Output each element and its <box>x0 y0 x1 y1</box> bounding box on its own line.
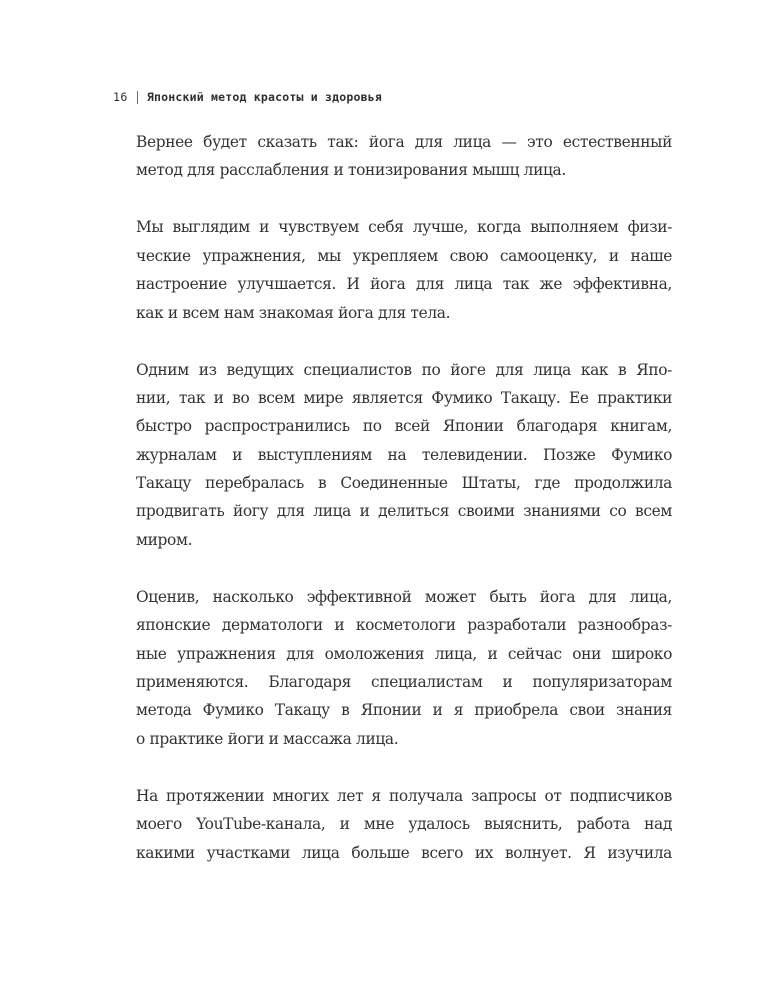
paragraph-4 <box>136 583 672 753</box>
text-line: продвигать йогу для лица и делиться своими знаниями со всем <box>136 502 672 521</box>
text-line: миром. <box>136 530 193 549</box>
text-line: японские дерматологи и косметологи разработали разнообраз- <box>136 616 672 635</box>
text-line: быстро распространились по всей Японии благодаря книгам, <box>136 417 672 436</box>
text-line: моего YouTube-канала, и мне удалось выяснить, работа над <box>136 815 672 834</box>
text-line: Мы выглядим и чувствуем себя лучше, когда выполняем физи- <box>136 218 672 237</box>
text-line: ные упражнения для омоложения лица, и сейчас они широко <box>136 644 672 663</box>
body-text <box>136 128 672 896</box>
book-title: Японский метод красоты и здоровья <box>146 90 382 104</box>
text-line: настроение улучшается. И йога для лица так же эффективна, <box>136 275 672 294</box>
paragraph-3 <box>136 356 672 555</box>
text-line: Такацу перебралась в Соединенные Штаты, где продолжила <box>136 474 672 493</box>
text-line: о практике йоги и массажа лица. <box>136 729 399 748</box>
running-head <box>113 89 382 105</box>
text-line: Оценив, насколько эффективной может быть йога для лица, <box>136 587 672 606</box>
text-line: ческие упражнения, мы укрепляем свою самооценку, и наше <box>136 246 672 265</box>
text-line: Одним из ведущих специалистов по йоге для лица как в Япо- <box>136 360 672 379</box>
paragraph-5 <box>136 782 672 867</box>
text-line: метод для расслабления и тонизирования мышц лица. <box>136 161 566 180</box>
paragraph-1 <box>136 128 672 185</box>
text-line: журналам и выступлениям на телевидении. Позже Фумико <box>136 445 672 464</box>
paragraph-2 <box>136 213 672 327</box>
text-line: На протяжении многих лет я получала запросы от подписчиков <box>136 786 672 805</box>
text-line: Вернее будет сказать так: йога для лица — это естественный <box>136 133 672 151</box>
text-line: применяются. Благодаря специалистам и популяризаторам <box>136 673 672 692</box>
header-divider <box>137 91 138 104</box>
text-line: нии, так и во всем мире является Фумико Такацу. Ее практики <box>136 388 672 407</box>
text-line: какими участками лица больше всего их волнует. Я изучила <box>136 843 672 862</box>
text-line: метода Фумико Такацу в Японии и я приобрела свои знания <box>136 701 672 720</box>
page-number: 16 <box>113 90 128 104</box>
text-line: как и всем нам знакомая йога для тела. <box>136 303 451 322</box>
